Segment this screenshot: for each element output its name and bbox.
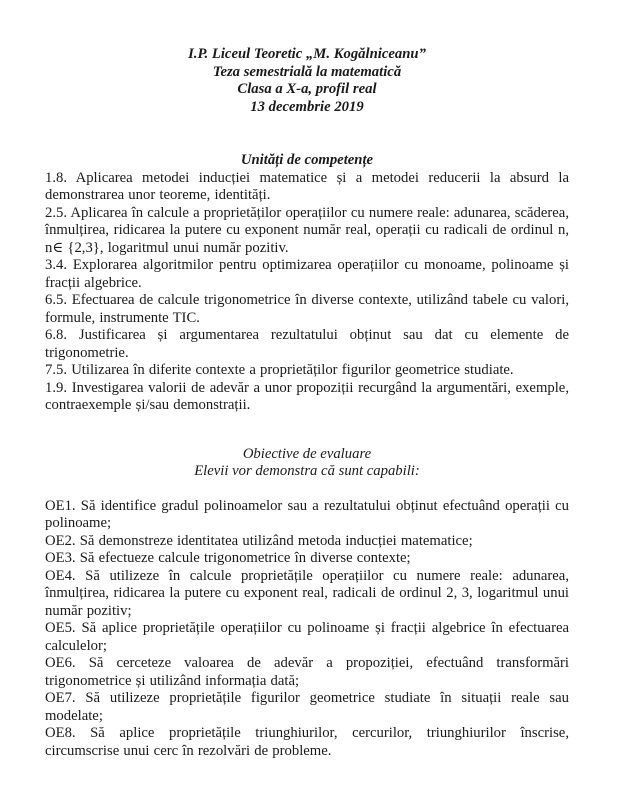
objective-item-oe1: OE1. Să identifice gradul polinoamelor sau a rezultatului obținut efectuând operații cu polinoame;	[45, 497, 569, 531]
objective-item-oe7: OE7. Să utilizeze proprietățile figurilor geometrice studiate în situații reale sau modelate;	[45, 690, 569, 724]
objective-item-oe3: OE3. Să efectueze calcule trigonometrice în diverse contexte;	[45, 550, 411, 566]
competences-list	[45, 170, 569, 415]
document-date: 13 decembrie 2019	[250, 98, 364, 115]
school-name: I.P. Liceul Teoretic „M. Kogălniceanu”	[188, 46, 426, 62]
competence-item-2-5: 2.5. Aplicarea în calcule a proprietăților operațiilor cu numere reale: adunarea, scăderea, înmulțirea, ridicarea la putere cu exponent număr real, operații cu radicali de ordinul n, n∈ {2,3}, logaritmul unui număr pozitiv.	[45, 204, 569, 256]
competences-heading: Unități de competențe	[240, 152, 374, 168]
document-header	[45, 46, 569, 116]
competence-item-3-4: 3.4. Explorarea algoritmilor pentru optimizarea operațiilor cu monoame, polinoame și fracții algebrice.	[45, 257, 569, 291]
objective-item-oe4: OE4. Să utilizeze în calcule proprietățile operațiilor cu numere reale: adunarea, înmulțirea, ridicarea la putere cu exponent real, radicali de ordinul 2, 3, logaritmul unui număr pozitiv;	[45, 567, 569, 619]
document-title: Teza semestrială la matematică	[212, 63, 402, 80]
competence-item-1-8: 1.8. Aplicarea metodei inducției matematice și a metodei reducerii la absurd la demonstrarea unor teoreme, identități.	[45, 169, 569, 203]
objectives-list	[45, 498, 569, 761]
objective-item-oe8: OE8. Să aplice proprietățile triunghiurilor, cercurilor, triunghiurilor înscrise, circumscrise unui cerc în rezolvări de probleme.	[45, 725, 569, 759]
objective-item-oe2: OE2. Să demonstreze identitatea utilizând metoda inducției matematice;	[45, 532, 473, 549]
objectives-heading: Obiective de evaluare	[242, 445, 372, 462]
objectives-subheading: Elevii vor demonstra că sunt capabili:	[194, 463, 420, 479]
competence-item-6-8: 6.8. Justificarea și argumentarea rezultatului obținut sau dat cu elemente de trigonometrie.	[45, 327, 569, 361]
competence-item-7-5: 7.5. Utilizarea în diferite contexte a proprietăților figurilor geometrice studiate.	[45, 362, 514, 378]
competence-item-6-5: 6.5. Efectuarea de calcule trigonometrice în diverse contexte, utilizând tabele cu valori, formule, instrumente TIC.	[45, 292, 569, 326]
competence-item-1-9: 1.9. Investigarea valorii de adevăr a unor propoziții recurgând la argumentări, exemple, contraexemple și/sau demonstrații.	[45, 379, 569, 413]
objective-item-oe6: OE6. Să cerceteze valoarea de adevăr a propoziției, efectuând transformări trigonometrice și utilizând informația dată;	[45, 655, 569, 689]
objective-item-oe5: OE5. Să aplice proprietățile operațiilor cu polinoame și fracții algebrice în efectuarea calculelor;	[45, 620, 569, 654]
class-profile: Clasa a X-a, profil real	[237, 81, 377, 97]
